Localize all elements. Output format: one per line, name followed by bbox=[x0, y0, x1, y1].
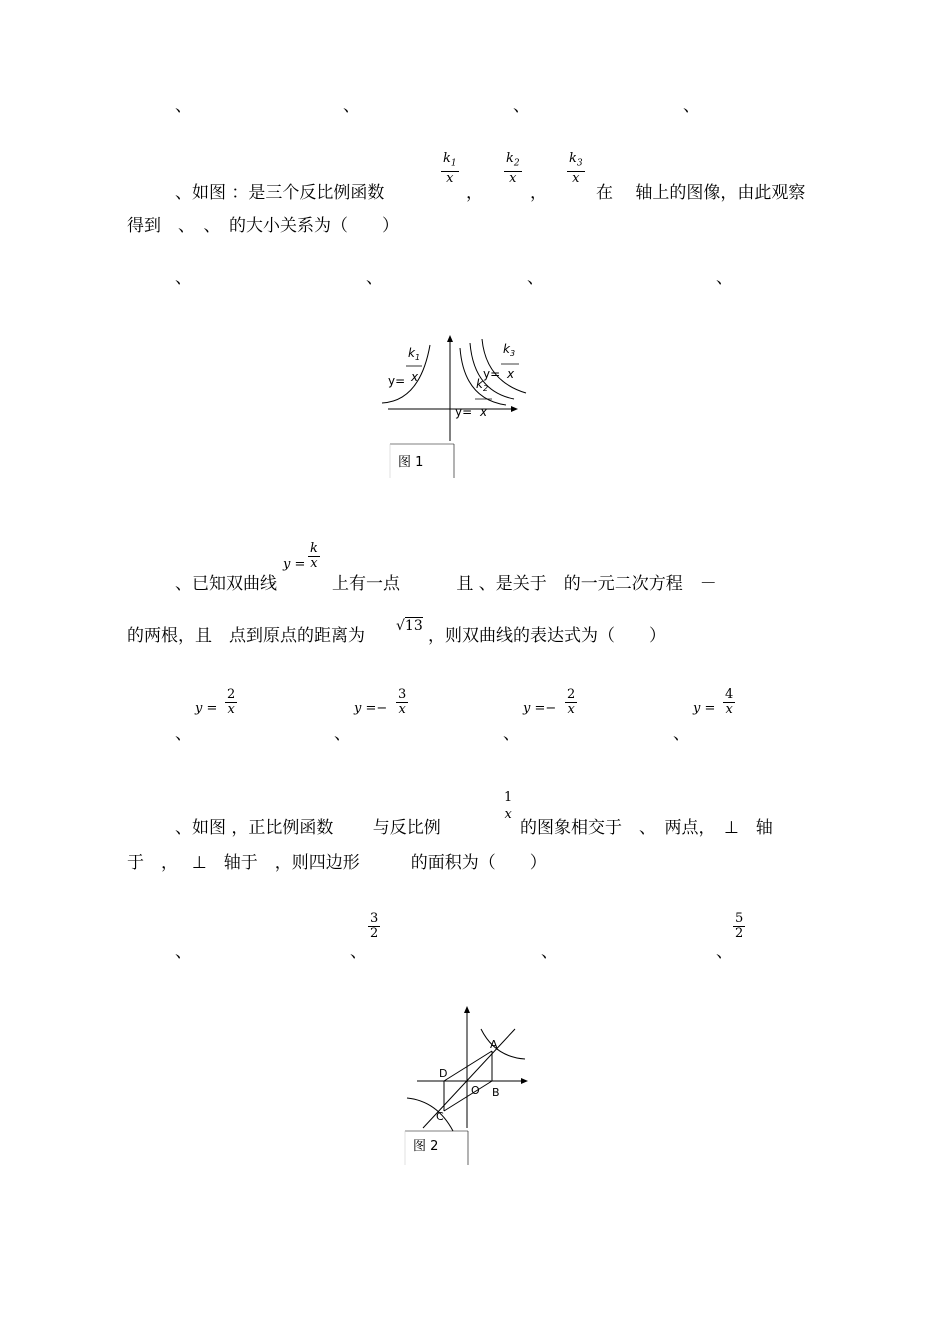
sqrt-13: √13 bbox=[396, 618, 423, 634]
question-text: 上有一点 且 、是关于 的一元二次方程 － bbox=[332, 574, 717, 594]
option-mark: 、 bbox=[673, 724, 690, 744]
option-equation-lhs: y =− bbox=[523, 701, 557, 716]
option-mark: 、 bbox=[175, 268, 192, 288]
fraction-1-over-x: 1 x bbox=[504, 790, 513, 822]
fraction-5-over-2: $\frac{5}{2}$ bbox=[735, 911, 744, 941]
equation-y-eq: y = bbox=[283, 557, 306, 572]
question-text: 、如图 ，正比例函数 与反比例 bbox=[175, 818, 441, 838]
fraction-k2-over-x: $\frac{k_2}{x}$ bbox=[506, 151, 520, 186]
svg-text:k2: $k_2$ bbox=[476, 377, 489, 393]
svg-text:x: x bbox=[507, 367, 515, 381]
fraction-k1-over-x: $\frac{k_1}{x}$ bbox=[443, 151, 457, 186]
fraction-3-over-2: $\frac{3}{2}$ bbox=[370, 911, 379, 941]
question-text: 的两根，且 点到原点的距离为 bbox=[127, 626, 365, 646]
option-mark: 、 bbox=[716, 942, 733, 962]
question-text: 得到 、 、 的大小关系为（ ） bbox=[127, 216, 399, 236]
option-mark: 、 bbox=[175, 96, 192, 116]
option-mark: 、 bbox=[513, 96, 530, 116]
option-fraction: $\frac{2}{x}$ bbox=[567, 687, 576, 717]
svg-text:O: O bbox=[471, 1084, 480, 1097]
option-mark: 、 bbox=[541, 942, 558, 962]
option-equation-lhs: y =− bbox=[354, 701, 388, 716]
question-text: 的图象相交于 、 两点， ⊥ 轴 bbox=[520, 818, 773, 838]
option-equation-lhs: y = bbox=[195, 701, 218, 716]
question-text: 、已知双曲线 bbox=[175, 574, 277, 594]
comma: ， bbox=[466, 183, 483, 203]
question-text: 于 ， ⊥ 轴于 ，则四边形 的面积为（ ） bbox=[127, 853, 547, 873]
option-equation-lhs: y = bbox=[693, 701, 716, 716]
option-mark: 、 bbox=[366, 268, 383, 288]
option-mark: 、 bbox=[716, 268, 733, 288]
option-fraction: $\frac{4}{x}$ bbox=[725, 687, 734, 717]
option-mark: 、 bbox=[350, 942, 367, 962]
svg-text:x: x bbox=[480, 405, 488, 419]
figure-caption: 图 1 bbox=[398, 455, 424, 470]
svg-text:y=: y= bbox=[388, 374, 406, 388]
svg-text:y=: y= bbox=[455, 405, 473, 419]
figure-1 bbox=[380, 333, 530, 478]
option-mark: 、 bbox=[175, 942, 192, 962]
question-text: 、如图 ：是三个反比例函数 bbox=[175, 183, 385, 203]
option-mark: 、 bbox=[334, 724, 351, 744]
fraction-k3-over-x: $\frac{k_3}{x}$ bbox=[569, 151, 583, 186]
option-mark: 、 bbox=[683, 96, 700, 116]
svg-text:D: D bbox=[439, 1067, 448, 1080]
question-text: ，则双曲线的表达式为（ ） bbox=[428, 626, 666, 646]
question-text: 在 轴上的图像，由此观察 bbox=[596, 183, 806, 203]
option-fraction: $\frac{2}{x}$ bbox=[227, 687, 236, 717]
comma: ， bbox=[530, 183, 547, 203]
option-mark: 、 bbox=[503, 724, 520, 744]
option-mark: 、 bbox=[343, 96, 360, 116]
svg-text:y=: y= bbox=[483, 367, 501, 381]
svg-text:C: C bbox=[436, 1110, 444, 1123]
option-mark: 、 bbox=[527, 268, 544, 288]
option-fraction: $\frac{3}{x}$ bbox=[398, 687, 407, 717]
option-mark: 、 bbox=[175, 724, 192, 744]
svg-text:k1: $k_1$ bbox=[408, 346, 421, 362]
svg-text:x: x bbox=[411, 370, 419, 384]
svg-text:k3: $k_3$ bbox=[503, 342, 516, 358]
svg-text:A: A bbox=[490, 1038, 498, 1051]
figure-caption: 图 2 bbox=[413, 1139, 439, 1154]
figure-2 bbox=[403, 1003, 538, 1168]
fraction-k-over-x: $\frac{k}{x}$ bbox=[310, 541, 318, 571]
svg-text:B: B bbox=[492, 1086, 500, 1099]
